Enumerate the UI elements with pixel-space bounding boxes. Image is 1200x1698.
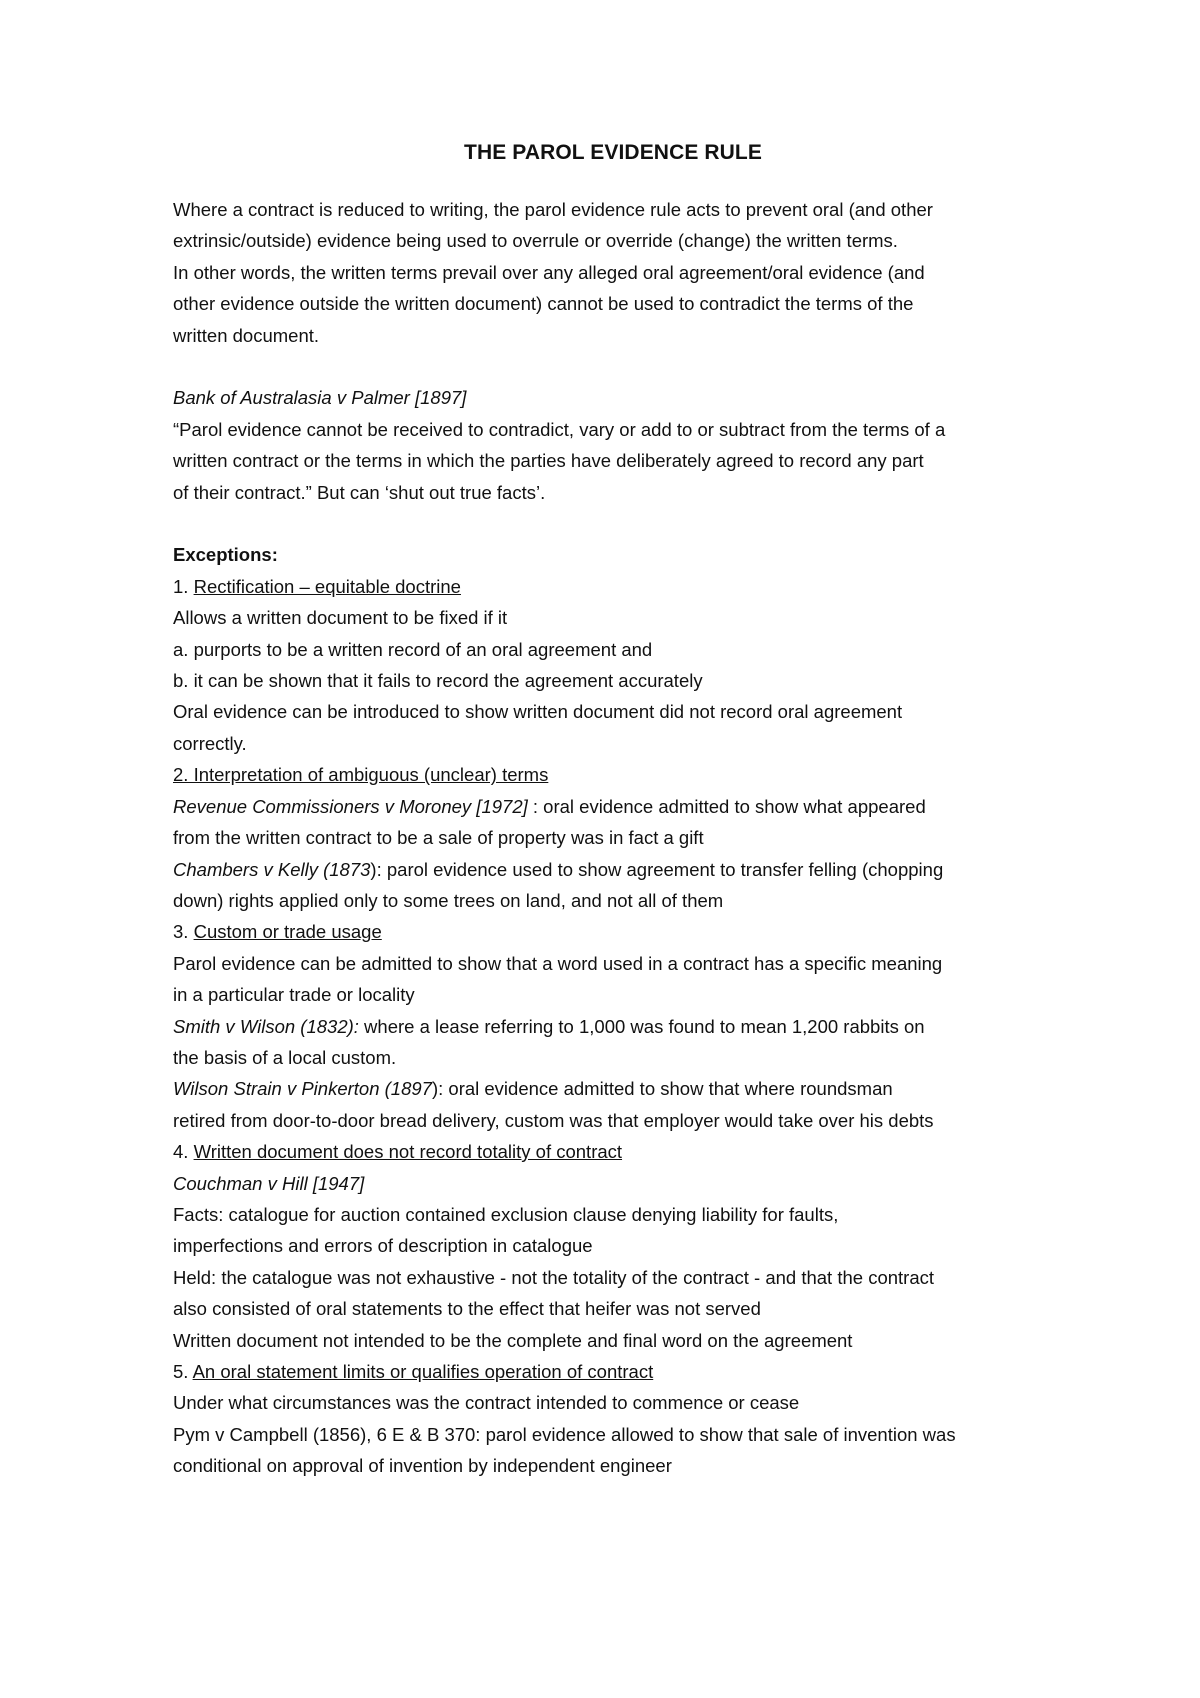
body-line: Allows a written document to be fixed if it [173,607,508,629]
body-line: a. purports to be a written record of an oral agreement and [173,638,653,660]
exception-number: 1. [173,575,194,597]
case-name: Chambers v Kelly (1873 [173,858,371,880]
body-line: Facts: catalogue for auction contained exclusion clause denying liability for faults, [173,1203,839,1225]
exception-title: An oral statement limits or qualifies operation of contract [192,1361,654,1382]
body-line: Pym v Campbell (1856), 6 E & B 370: parol evidence allowed to show that sale of invention was [173,1423,956,1445]
intro-line: In other words, the written terms prevail over any alleged oral agreement/oral evidence (and [173,261,925,283]
intro-line: written document. [173,324,320,346]
body-line: from the written contract to be a sale of property was in fact a gift [173,827,704,849]
body-line: imperfections and errors of description in catalogue [173,1235,593,1257]
case-name: Revenue Commissioners v Moroney [1972] [173,795,528,817]
body-line: Oral evidence can be introduced to show written document did not record oral agreement [173,701,903,723]
body-line: Under what circumstances was the contract intended to commence or cease [173,1392,800,1414]
spacer [173,351,1053,382]
quote-line: of their contract.” But can ‘shut out true facts’. [173,481,546,503]
body-line: Parol evidence can be admitted to show that a word used in a contract has a specific meaning [173,952,943,974]
case-text: where a lease referring to 1,000 was found to mean 1,200 rabbits on [358,1015,925,1037]
case-text: ): oral evidence admitted to show that where roundsman [431,1078,893,1100]
intro-line: extrinsic/outside) evidence being used to overrule or override (change) the written terms. [173,230,898,252]
body-line: also consisted of oral statements to the effect that heifer was not served [173,1298,761,1320]
exception-4-heading [173,1136,1053,1167]
case-name: Couchman v Hill [1947] [173,1172,365,1194]
exception-title: Custom or trade usage [193,921,382,943]
document-page [173,138,1053,1482]
case-line [173,1073,1053,1104]
exceptions-section [173,539,1053,1481]
body-line: retired from door-to-door bread delivery, custom was that employer would take over his debts [173,1109,934,1131]
case-line [173,854,1053,885]
quote-line: written contract or the terms in which the parties have deliberately agreed to record any part [173,450,924,472]
body-line: b. it can be shown that it fails to record the agreement accurately [173,670,703,692]
intro-line: other evidence outside the written document) cannot be used to contradict the terms of the [173,293,914,315]
case-text: ): parol evidence used to show agreement to transfer felling (chopping [370,858,944,880]
page-title: THE PAROL EVIDENCE RULE [464,141,762,164]
exception-number: 5. [173,1361,193,1382]
spacer [173,508,1053,539]
exception-title: Written document does not record totality of contract [193,1141,623,1163]
body-line: correctly. [173,732,247,754]
case-line [173,791,1053,822]
exception-title: Rectification – equitable doctrine [193,575,461,597]
case-line [173,1011,1053,1042]
exception-3-heading [173,916,1053,947]
body-line: down) rights applied only to some trees on land, and not all of them [173,889,724,911]
exception-number: 3. [173,921,194,943]
body-line: the basis of a local custom. [173,1046,397,1068]
quote-line: “Parol evidence cannot be received to contradict, vary or add to or subtract from the terms of a [173,418,946,440]
body-line: Written document not intended to be the complete and final word on the agreement [173,1329,853,1351]
exceptions-heading: Exceptions: [173,544,278,566]
body-line: conditional on approval of invention by independent engineer [173,1455,672,1477]
case-name: Wilson Strain v Pinkerton (1897 [173,1078,432,1100]
case-text: : oral evidence admitted to show what appeared [527,795,926,817]
exception-2-heading: 2. Interpretation of ambiguous (unclear) terms [173,764,549,786]
body-line: in a particular trade or locality [173,984,415,1006]
exception-5-heading [173,1356,1053,1387]
case-name-bank: Bank of Australasia v Palmer [1897] [173,387,467,409]
bank-case-section [173,382,1053,508]
intro-paragraph [173,194,1053,351]
intro-line: Where a contract is reduced to writing, the parol evidence rule acts to prevent oral (and other [173,199,933,220]
exception-1-heading [173,571,1053,602]
exception-number: 4. [173,1141,194,1163]
case-name: Smith v Wilson (1832): [173,1015,359,1037]
body-line: Held: the catalogue was not exhaustive - not the totality of the contract - and that the contract [173,1266,935,1288]
